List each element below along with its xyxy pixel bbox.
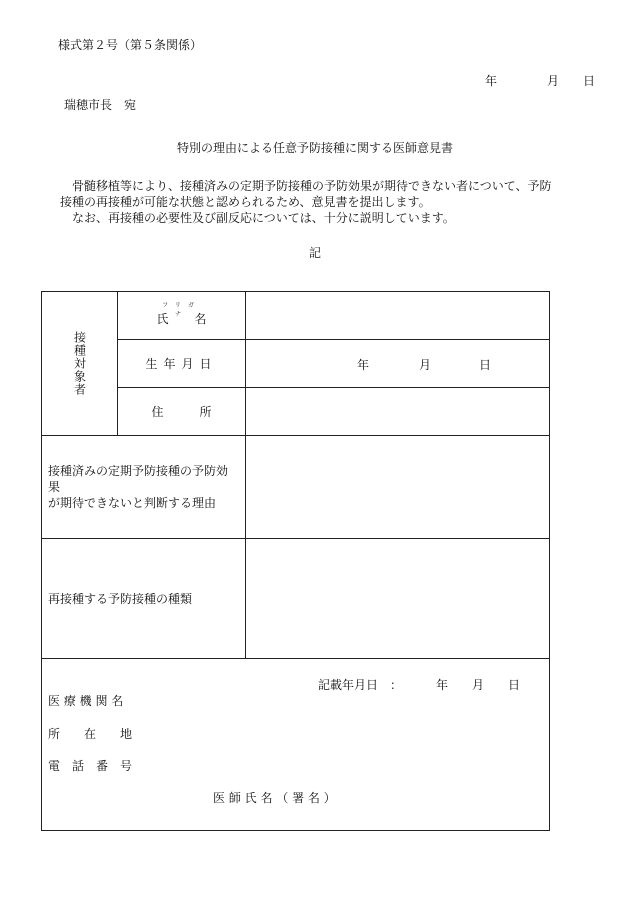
vaccine-type-label: 再接種する予防接種の種類	[48, 592, 193, 606]
birth-date-field[interactable]	[246, 340, 550, 388]
body-paragraph-1-line-1: 骨髄移植等により、接種済みの定期予防接種の予防効果が期待できない者について、予防	[72, 179, 552, 193]
submission-date	[485, 72, 595, 89]
vaccine-type-field[interactable]	[246, 539, 550, 659]
date-month: 月	[547, 74, 560, 88]
name-label-cell	[118, 292, 246, 340]
body-paragraph-1-line-2: 接種の再接種が可能な状態と認められるため、意見書を提出します。	[60, 195, 431, 209]
reason-field[interactable]	[246, 436, 550, 539]
name-label: フリガナ 氏 名	[156, 302, 207, 326]
entry-day: 日	[508, 678, 521, 692]
phone-label: 電 話 番 号	[48, 759, 133, 773]
birth-label: 生年月日	[145, 357, 218, 371]
entry-year: 年	[436, 678, 449, 692]
reason-label-cell	[42, 436, 246, 539]
ki-marker: 記	[308, 246, 321, 260]
entry-date-label: 記載年月日 ：	[318, 678, 403, 692]
birth-year: 年	[357, 358, 370, 372]
address-label-cell	[118, 388, 246, 436]
institution-label: 医 療 機 関 名	[48, 694, 124, 708]
vaccine-type-label-cell	[42, 539, 246, 659]
date-day: 日	[583, 74, 596, 88]
birth-month: 月	[419, 358, 432, 372]
doctor-signature-label: 医 師 氏 名 （ 署 名 ）	[213, 791, 336, 805]
date-year: 年	[485, 74, 498, 88]
birth-day: 日	[479, 358, 492, 372]
location-label: 所 在 地	[48, 727, 133, 741]
addressee: 瑞穂市長 宛	[64, 98, 137, 112]
subject-label-cell	[42, 292, 118, 436]
subject-label: 接種対象者	[72, 331, 87, 396]
body-paragraph-2: なお、再接種の必要性及び副反応については、十分に説明しています。	[72, 211, 455, 225]
reason-label-line-2: が期待できないと判断する理由	[48, 496, 217, 510]
entry-month: 月	[472, 678, 485, 692]
reason-label-line-1: 接種済みの定期予防接種の予防効果	[48, 464, 229, 494]
name-field[interactable]	[246, 292, 550, 340]
name-ruby: フリガナ	[162, 302, 201, 318]
address-label: 住 所	[151, 405, 212, 419]
doctor-info-cell	[42, 659, 550, 831]
address-field[interactable]	[246, 388, 550, 436]
document-title: 特別の理由による任意予防接種に関する医師意見書	[176, 141, 453, 155]
birth-label-cell	[118, 340, 246, 388]
opinion-form-table	[41, 291, 550, 831]
form-number: 様式第２号（第５条関係）	[58, 38, 203, 52]
body-text	[60, 178, 560, 226]
